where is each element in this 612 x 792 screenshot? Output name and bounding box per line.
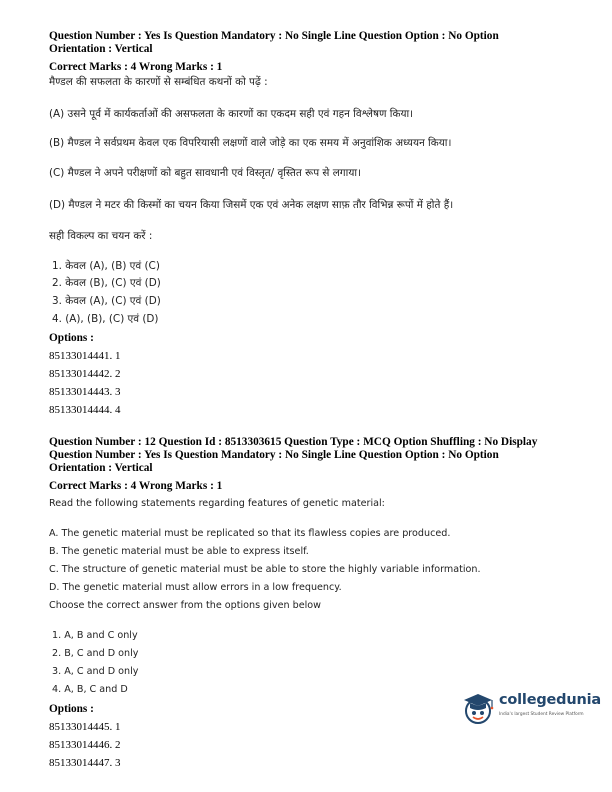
q2-choice-4: 4. A, B, C and D [52,684,128,695]
q2-choice-3: 3. A, C and D only [52,666,139,677]
q2-header-line-1: Question Number : 12 Question Id : 8513303615 Question Type : MCQ Option Shuffling : No Display [49,436,538,448]
q2-statement-c: C. The structure of genetic material must be able to store the highly variable information. [49,564,481,575]
q2-question-text: Read the following statements regarding features of genetic material: [49,498,385,509]
q2-choice-2: 2. B, C and D only [52,648,139,659]
q2-statement-b: B. The genetic material must be able to express itself. [49,546,309,557]
collegedunia-logo [461,690,601,726]
q1-choice-2: 2. केवल (B), (C) एवं (D) [52,277,161,289]
q1-option-id-2: 85133014442. 2 [49,368,121,380]
q1-header-line-2: Question Number : Yes Is Question Mandatory : No Single Line Question Option : No Option [49,30,499,42]
q1-option-id-3: 85133014443. 3 [49,386,121,398]
q1-option-id-4: 85133014444. 4 [49,404,121,416]
q1-statement-c: (C) मैण्डल ने अपने परीक्षणों को बहुत सावधानी एवं विस्तृत/ वृस्तित रूप से लगाया। [49,167,361,179]
q2-statement-a: A. The genetic material must be replicated so that its flawless copies are produced. [49,528,451,539]
q2-option-id-2: 85133014446. 2 [49,739,121,751]
q1-choose-prompt: सही विकल्प का चयन करें : [49,230,153,242]
q2-options-label: Options : [49,703,94,715]
q2-statement-d: D. The genetic material must allow errors in a low frequency. [49,582,342,593]
q1-statement-d: (D) मैण्डल ने मटर की किस्मों का चयन किया जिसमें एक एवं अनेक लक्षण साफ़ तौर विभिन्न रूपों में होते हैं। [49,199,454,211]
q2-option-id-1: 85133014445. 1 [49,721,121,733]
q2-option-id-3: 85133014447. 3 [49,757,121,769]
q1-choice-1: 1. केवल (A), (B) एवं (C) [52,260,160,272]
graduate-cap-icon [461,690,497,726]
q1-choice-4: 4. (A), (B), (C) एवं (D) [52,313,159,325]
q2-header-line-3: Orientation : Vertical [49,462,153,474]
q2-choice-1: 1. A, B and C only [52,630,138,641]
q1-choice-3: 3. केवल (A), (C) एवं (D) [52,295,161,307]
logo-wordmark: collegedunia [499,692,601,708]
logo-tagline: India's largest Student Review Platform [499,712,584,717]
q2-header-line-2: Question Number : Yes Is Question Mandatory : No Single Line Question Option : No Option [49,449,499,461]
q1-statement-b: (B) मैण्डल ने सर्वप्रथम केवल एक विपरियासी लक्षणों वाले जोड़े का एक समय में अनुवांशिक अध्ययन किया। [49,137,452,149]
q2-marks: Correct Marks : 4 Wrong Marks : 1 [49,480,223,492]
q1-statement-a: (A) उसने पूर्व में कार्यकर्ताओं की असफलता के कारणों का एकदम सही एवं गहन विश्लेषण किया। [49,108,414,120]
q1-option-id-1: 85133014441. 1 [49,350,121,362]
q1-question-text: मैण्डल की सफलता के कारणों से सम्बंधित कथनों को पढ़ें : [49,76,268,88]
q2-choose-prompt: Choose the correct answer from the options given below [49,600,321,611]
q1-header-line-3: Orientation : Vertical [49,43,153,55]
q1-marks: Correct Marks : 4 Wrong Marks : 1 [49,61,223,73]
q1-options-label: Options : [49,332,94,344]
